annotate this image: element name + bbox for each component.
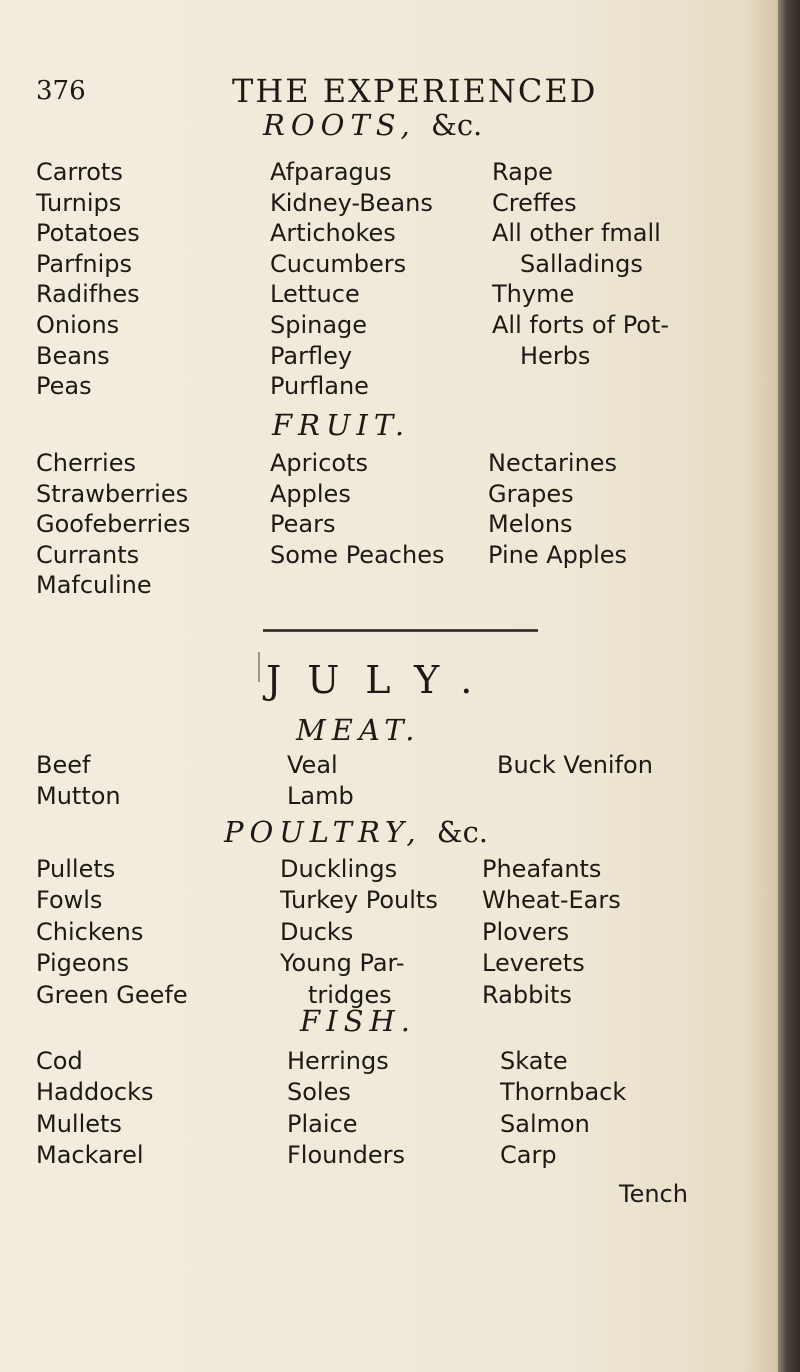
poultry-title: POULTRY,: [224, 815, 422, 849]
list-item: Mafculine: [36, 571, 152, 600]
list-item: Some Peaches: [270, 540, 445, 569]
fish-column-3: [500, 1046, 626, 1172]
fruit-column-1: [36, 448, 190, 601]
roots-column-3: [492, 157, 669, 371]
list-item: Mutton: [36, 782, 121, 811]
list-item: Spinage: [270, 310, 368, 339]
list-item: Afparagus: [270, 158, 392, 186]
list-item: Currants: [36, 540, 140, 569]
roots-title-suffix: &c.: [431, 108, 483, 142]
list-item: Carp: [500, 1141, 557, 1170]
list-item: Cod: [36, 1047, 83, 1075]
list-item: tridges: [308, 980, 392, 1009]
section-title-fruit: [272, 408, 410, 442]
list-item: Apples: [270, 479, 351, 508]
list-item: Beans: [36, 341, 110, 370]
list-item: Goofeberries: [36, 510, 191, 539]
list-item: Apricots: [270, 449, 368, 477]
section-divider-rule: [263, 629, 538, 632]
section-title-fish: [300, 1004, 416, 1038]
meat-column-2: [287, 750, 354, 813]
list-item: Artichokes: [270, 219, 396, 248]
list-item: Herrings: [287, 1047, 389, 1075]
list-item: Salmon: [500, 1109, 590, 1138]
poultry-title-suffix: &c.: [436, 815, 489, 849]
list-item: Lamb: [287, 782, 354, 811]
list-item: Onions: [36, 310, 120, 339]
list-item: Nectarines: [488, 449, 618, 477]
list-item: All forts of Pot-: [492, 310, 670, 339]
list-item: Leverets: [482, 949, 585, 978]
list-item: Ducklings: [280, 855, 398, 883]
fruit-title: FRUIT.: [272, 408, 411, 442]
list-item: Turkey Poults: [280, 886, 438, 915]
list-item: Haddocks: [36, 1078, 154, 1107]
list-item: Turnips: [36, 188, 122, 217]
list-item: Chickens: [36, 917, 144, 946]
book-binding-edge: [778, 0, 800, 1372]
list-item: Parfley: [270, 341, 353, 370]
list-item: Mullets: [36, 1109, 122, 1138]
roots-column-1: [36, 157, 140, 402]
list-item: Pullets: [36, 855, 116, 883]
fish-title: FISH.: [300, 1004, 416, 1038]
section-title-poultry: [224, 815, 488, 849]
list-item: Rabbits: [482, 980, 572, 1009]
divider-tick-mark: [258, 652, 260, 682]
list-item: Creffes: [492, 188, 577, 217]
list-item: Pigeons: [36, 949, 130, 978]
section-title-roots: [263, 108, 482, 142]
list-item: Parfnips: [36, 249, 133, 278]
roots-column-2: [270, 157, 433, 402]
list-item: Salladings: [520, 249, 643, 278]
list-item: Beef: [36, 751, 91, 779]
meat-column-1: [36, 750, 121, 813]
list-item: Plaice: [287, 1109, 358, 1138]
list-item: Green Geefe: [36, 980, 188, 1009]
fish-column-1: [36, 1046, 154, 1172]
list-item: Skate: [500, 1047, 568, 1075]
list-item: Ducks: [280, 917, 354, 946]
list-item: Kidney-Beans: [270, 188, 433, 217]
list-item: Pears: [270, 510, 336, 539]
list-item: Thornback: [500, 1078, 627, 1107]
list-item: All other fmall: [492, 219, 661, 248]
list-item: Young Par-: [280, 949, 405, 978]
list-item: Thyme: [492, 280, 575, 309]
list-item: Buck Venifon: [497, 751, 653, 779]
list-item: Cucumbers: [270, 249, 407, 278]
list-item: Strawberries: [36, 479, 189, 508]
list-item: Veal: [287, 751, 338, 779]
roots-title: ROOTS,: [263, 108, 416, 142]
list-item: Herbs: [520, 341, 591, 370]
list-item: Plovers: [482, 917, 570, 946]
poultry-column-3: [482, 854, 621, 1011]
list-item: Grapes: [488, 479, 574, 508]
list-item: Lettuce: [270, 280, 360, 309]
page-number: 376: [36, 76, 86, 106]
list-item: Carrots: [36, 158, 123, 186]
month-title-july: JULY.: [266, 658, 499, 702]
list-item: Wheat-Ears: [482, 886, 621, 915]
running-head: THE EXPERIENCED: [232, 72, 598, 110]
list-item: Pine Apples: [488, 540, 628, 569]
meat-column-3: [497, 750, 653, 781]
list-item: Pheafants: [482, 855, 602, 883]
list-item: Mackarel: [36, 1141, 144, 1170]
list-item: Peas: [36, 372, 92, 401]
fruit-column-3: [488, 448, 627, 570]
poultry-column-2: [280, 854, 438, 1011]
list-item: Fowls: [36, 886, 103, 915]
list-item: Radifhes: [36, 280, 140, 309]
list-item: Cherries: [36, 449, 136, 477]
list-item: Melons: [488, 510, 573, 539]
list-item: Rape: [492, 158, 553, 186]
catchword: Tench: [619, 1180, 688, 1208]
list-item: Soles: [287, 1078, 351, 1107]
fruit-column-2: [270, 448, 444, 570]
list-item: Purflane: [270, 372, 369, 401]
poultry-column-1: [36, 854, 188, 1011]
list-item: Potatoes: [36, 219, 140, 248]
list-item: Flounders: [287, 1141, 405, 1170]
section-title-meat: [296, 713, 421, 747]
fish-column-2: [287, 1046, 405, 1172]
meat-title: MEAT.: [296, 713, 421, 747]
